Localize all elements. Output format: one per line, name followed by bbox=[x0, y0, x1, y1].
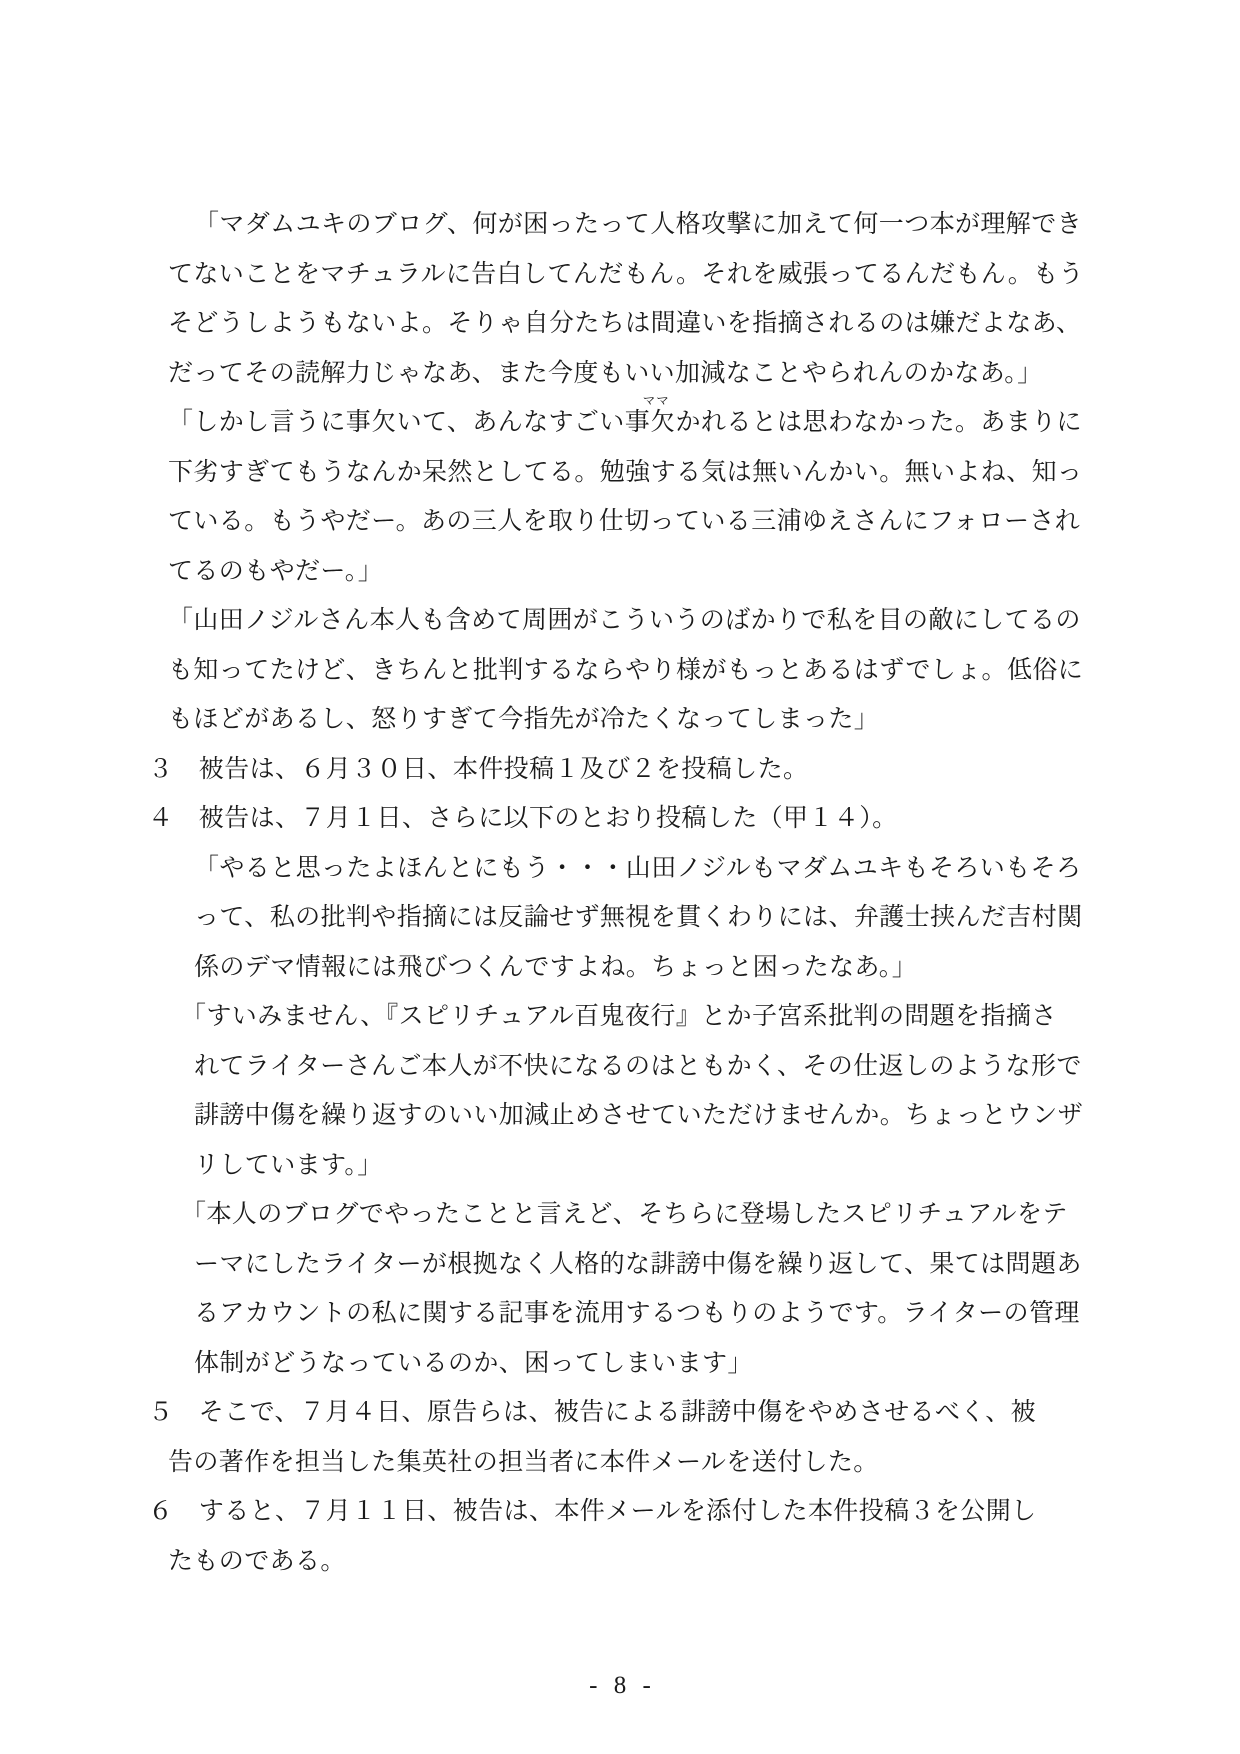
page-number: - 8 - bbox=[589, 1672, 651, 1699]
numbered-item-6: ６ すると、７月１１日、被告は、本件メールを添付した本件投稿３を公開し bbox=[148, 1498, 1037, 1525]
quote-line: てるのもやだー。」 bbox=[168, 557, 384, 585]
numbered-item-3: ３ 被告は、６月３０日、本件投稿１及び２を投稿した。 bbox=[148, 755, 809, 783]
numbered-item-5: ５ そこで、７月４日、原告らは、被告による誹謗中傷をやめさせるべく、被 bbox=[148, 1399, 1037, 1426]
quote-line: 係のデマ情報には飛びつくんですよね。ちょっと困ったなあ。」 bbox=[194, 953, 918, 981]
quote-line: 「やると思ったよほんとにもう・・・山田ノジルもマダムユキもそろいもそろ bbox=[194, 854, 1082, 882]
quote-line: 誹謗中傷を繰り返すのいい加減止めさせていただけませんか。ちょっとウンザ bbox=[194, 1102, 1084, 1129]
sic-annotation: ママ bbox=[642, 394, 670, 408]
quote-line: 「山田ノジルさん本人も含めて周囲がこういうのばかりで私を目の敵にしてるの bbox=[168, 607, 1081, 634]
body-line: 告の著作を担当した集英社の担当者に本件メールを送付した。 bbox=[168, 1448, 879, 1476]
quote-line: 「すいみません、『スピリチュアル百鬼夜行』とか子宮系批判の問題を指摘さ bbox=[181, 1003, 1057, 1030]
quote-line: 「本人のブログでやったことと言えど、そちらに登場したスピリチュアルをテ bbox=[181, 1201, 1068, 1228]
quote-line: もほどがあるし、怒りすぎて今指先が冷たくなってしまった」 bbox=[168, 706, 880, 733]
numbered-item-4: ４ 被告は、７月１日、さらに以下のとおり投稿した（甲１４）。 bbox=[148, 805, 898, 832]
sic-marked-text bbox=[624, 394, 676, 436]
quote-line: も知ってたけど、きちんと批判するならやり様がもっとあるはずでしょ。低俗に bbox=[168, 656, 1084, 684]
quote-line-with-sic bbox=[143, 394, 1103, 448]
sic-marked-chars: 事欠 bbox=[624, 409, 676, 436]
quote-line: てないことをマチュラルに告白してんだもん。それを威張ってるんだもん。もう bbox=[168, 260, 1084, 288]
sic-line-pre: 「しかし言うに事欠いて、あんなすごい bbox=[168, 409, 625, 436]
quote-line: 「マダムユキのブログ、何が困ったって人格攻撃に加えて何一つ本が理解でき bbox=[194, 211, 1083, 238]
quote-line: そどうしようもないよ。そりゃ自分たちは間違いを指摘されるのは嫌だよなあ、 bbox=[168, 310, 1082, 337]
body-line: たものである。 bbox=[168, 1547, 346, 1575]
quote-line: リしています。」 bbox=[194, 1151, 383, 1179]
quote-line: って、私の批判や指摘には反論せず無視を貫くわりには、弁護士挟んだ吉村関 bbox=[194, 904, 1083, 931]
sic-line-post: かれるとは思わなかった。あまりに bbox=[675, 409, 1082, 436]
quote-line: 下劣すぎてもうなんか呆然としてる。勉強する気は無いんかい。無いよね、知っ bbox=[168, 458, 1083, 486]
quote-line: だってその読解力じゃなあ、また今度もいい加減なことやられんのかなあ。」 bbox=[168, 359, 1043, 387]
quote-line: ている。もうやだー。あの三人を取り仕切っている三浦ゆえさんにフォローされ bbox=[168, 508, 1081, 535]
quote-line: るアカウントの私に関する記事を流用するつもりのようです。ライターの管理 bbox=[194, 1300, 1080, 1327]
quote-line: 体制がどうなっているのか、困ってしまいます」 bbox=[194, 1349, 753, 1377]
quote-line: ーマにしたライターが根拠なく人格的な誹謗中傷を繰り返して、果ては問題あ bbox=[194, 1250, 1082, 1278]
quote-line: れてライターさんご本人が不快になるのはともかく、その仕返しのような形で bbox=[194, 1052, 1082, 1080]
document-body bbox=[143, 200, 1103, 1586]
